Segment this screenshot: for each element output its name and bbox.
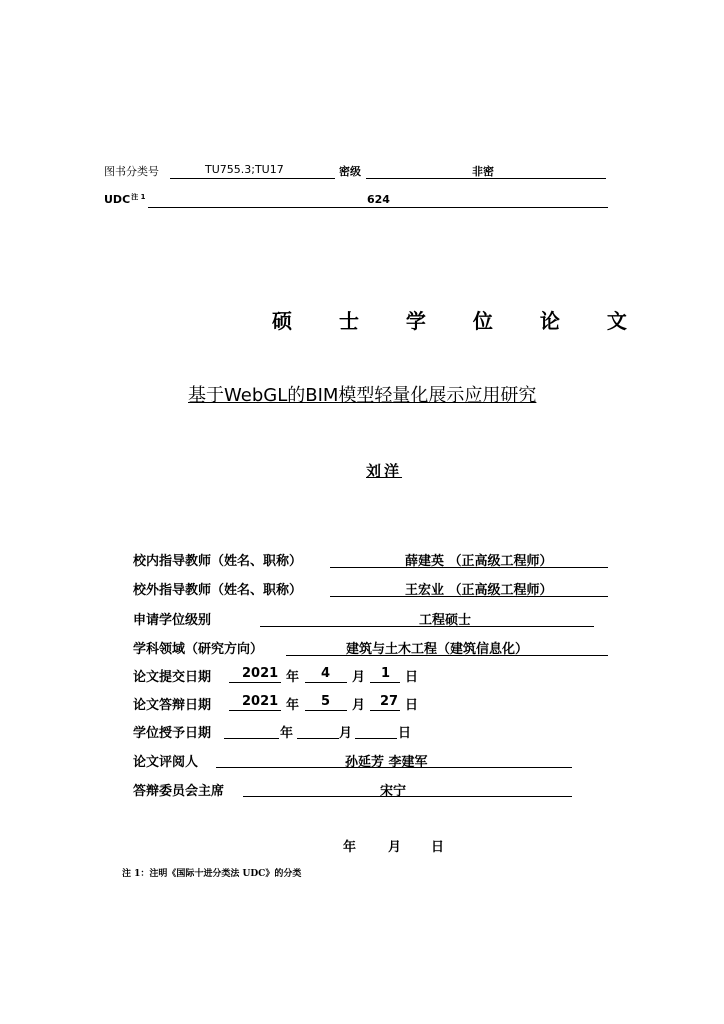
submit-year-unit: 年 (286, 670, 300, 685)
reviewers-value: 孙延芳 李建军 (345, 755, 428, 770)
classification-value: TU755.3;TU17 (205, 163, 284, 176)
submit-year: 2021 (242, 666, 279, 681)
defense-year: 2021 (242, 694, 279, 709)
submit-month-unit: 月 (352, 670, 366, 685)
defense-month-unit: 月 (352, 698, 366, 713)
discipline-label: 学科领域（研究方向） (133, 642, 264, 657)
submit-month: 4 (321, 666, 331, 681)
udc-underline (148, 207, 608, 208)
external-advisor-value: 王宏业 （正高级工程师） (405, 583, 553, 598)
discipline-value: 建筑与土木工程（建筑信息化） (346, 642, 529, 657)
defense-day-underline (370, 710, 400, 711)
degree-level-value: 工程硕士 (419, 613, 472, 628)
internal-advisor-label: 校内指导教师（姓名、职称） (133, 554, 303, 569)
thesis-author: 刘洋 (366, 462, 403, 480)
committee-chair-label: 答辩委员会主席 (133, 784, 225, 799)
thesis-subject-title: 基于WebGL的BIM模型轻量化展示应用研究 (188, 385, 537, 406)
classification-underline (170, 178, 335, 179)
defense-month-underline (305, 710, 347, 711)
award-month-unit: 月 (339, 726, 353, 741)
award-year-unit: 年 (280, 726, 294, 741)
defense-month: 5 (321, 694, 331, 709)
udc-label (104, 193, 145, 206)
sign-day: 日 (431, 840, 445, 855)
defense-year-underline (229, 710, 281, 711)
secret-label: 密级 (339, 165, 361, 178)
award-month-underline (297, 738, 339, 739)
internal-advisor-value: 薛建英 （正高级工程师） (405, 554, 553, 569)
footnote: 注 1：注明《国际十进分类法 UDC》的分类 (122, 869, 302, 879)
submit-month-underline (305, 682, 347, 683)
sign-month: 月 (388, 840, 402, 855)
defense-day-unit: 日 (405, 698, 419, 713)
classification-label: 图书分类号 (104, 165, 159, 178)
submit-date-label: 论文提交日期 (133, 670, 212, 685)
award-day-unit: 日 (398, 726, 412, 741)
defense-day: 27 (380, 694, 399, 709)
external-advisor-label: 校外指导教师（姓名、职称） (133, 583, 303, 598)
defense-year-unit: 年 (286, 698, 300, 713)
submit-day-unit: 日 (405, 670, 419, 685)
submit-day-underline (370, 682, 400, 683)
reviewers-label: 论文评阅人 (133, 755, 199, 770)
thesis-type-title: 硕 士 学 位 论 文 (272, 309, 647, 333)
award-year-underline (224, 738, 279, 739)
sign-year: 年 (343, 840, 357, 855)
submit-day: 1 (381, 666, 391, 681)
submit-year-underline (229, 682, 281, 683)
udc-note-marker: 注 1 (131, 193, 146, 201)
udc-label-text: UDC (104, 193, 131, 206)
udc-value: 624 (367, 193, 390, 206)
award-day-underline (355, 738, 397, 739)
committee-chair-underline (243, 796, 572, 797)
committee-chair-value: 宋宁 (380, 784, 407, 799)
defense-date-label: 论文答辩日期 (133, 698, 212, 713)
secret-value: 非密 (472, 165, 494, 178)
award-date-label: 学位授予日期 (133, 726, 212, 741)
degree-level-label: 申请学位级别 (133, 613, 212, 628)
